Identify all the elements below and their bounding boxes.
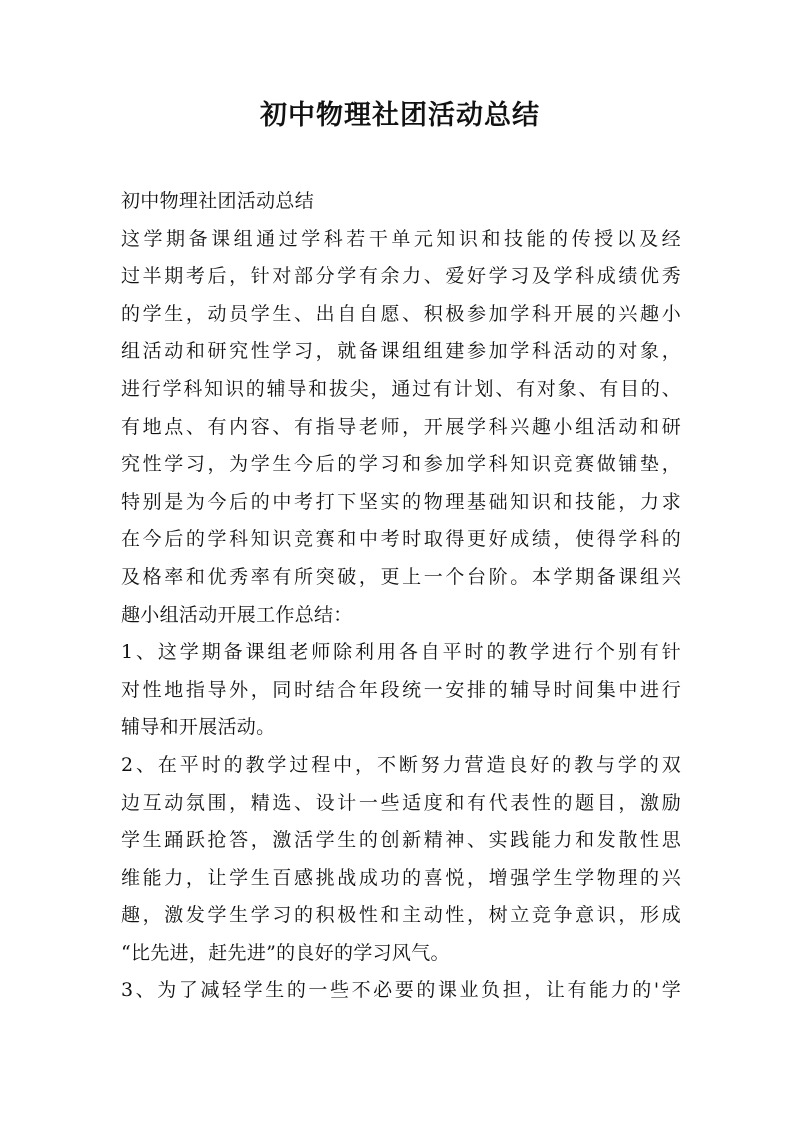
document-body <box>121 183 681 1010</box>
item-2-line: 边互动氛围，精选、设计一些适度和有代表性的题目，激励 <box>121 791 681 814</box>
intro-line: 在今后的学科知识竞赛和中考时取得更好成绩，使得学科的 <box>121 528 681 551</box>
intro-line: 进行学科知识的辅导和拔尖，通过有计划、有对象、有目的、 <box>121 377 681 400</box>
item-3-paragraph <box>121 972 681 1010</box>
item-1-line: 对性地指导外，同时结合年段统一安排的辅导时间集中进行 <box>121 678 681 701</box>
intro-line: 有地点、有内容、有指导老师，开展学科兴趣小组活动和研 <box>121 415 681 438</box>
intro-line: 特别是为今后的中考打下坚实的物理基础知识和技能，力求 <box>121 490 681 513</box>
item-1-line: 辅导和开展活动。 <box>121 716 276 739</box>
intro-line: 的学生，动员学生、出自自愿、积极参加学科开展的兴趣小 <box>121 302 681 325</box>
item-2-line: “比先进，赶先进”的良好的学习风气。 <box>121 941 450 964</box>
intro-line: 趣小组活动开展工作总结： <box>121 603 353 626</box>
item-2-paragraph <box>121 747 681 973</box>
item-2-line: 趣，激发学生学习的积极性和主动性，树立竞争意识，形成 <box>121 904 681 927</box>
intro-line: 这学期备课组通过学科若干单元知识和技能的传授以及经 <box>121 227 681 250</box>
intro-line: 究性学习，为学生今后的学习和参加学科知识竞赛做铺垫， <box>121 453 681 476</box>
item-1-paragraph <box>121 634 681 747</box>
heading-paragraph <box>121 183 681 221</box>
item-1-line: 1、这学期备课组老师除利用各自平时的教学进行个别有针 <box>121 641 681 664</box>
item-2-line: 2、在平时的教学过程中，不断努力营造良好的教与学的双 <box>121 753 681 776</box>
item-2-line: 维能力，让学生百感挑战成功的喜悦，增强学生学物理的兴 <box>121 866 681 889</box>
intro-paragraph <box>121 221 681 635</box>
document-title: 初中物理社团活动总结 <box>260 100 540 131</box>
item-2-line: 学生踊跃抢答，激活学生的创新精神、实践能力和发散性思 <box>121 829 681 852</box>
intro-line: 过半期考后，针对部分学有余力、爱好学习及学科成绩优秀 <box>121 265 681 288</box>
heading-line: 初中物理社团活动总结 <box>121 190 315 212</box>
intro-line: 组活动和研究性学习，就备课组组建参加学科活动的对象， <box>121 340 681 363</box>
item-3-line: 3、为了减轻学生的一些不必要的课业负担，让有能力的'学 <box>121 979 681 1002</box>
intro-line: 及格率和优秀率有所突破，更上一个台阶。本学期备课组兴 <box>121 565 681 588</box>
